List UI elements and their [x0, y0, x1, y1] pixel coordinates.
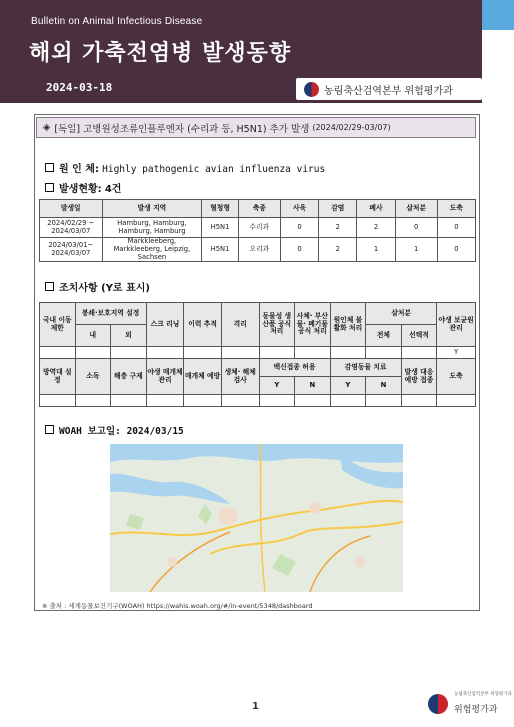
taegeuk-icon — [428, 694, 448, 714]
table-cell — [295, 395, 331, 407]
carcass-header: 사체· 부산물· 폐기물 공식 처리 — [295, 303, 331, 347]
table-cell — [366, 347, 402, 359]
table-cell — [146, 395, 184, 407]
measures-title: 조치사항 (Y로 표시) — [59, 283, 150, 294]
issue-date: 2024-03-18 — [46, 81, 113, 94]
table-cell — [401, 347, 437, 359]
vaccination-n-header: N — [295, 377, 331, 395]
table-cell — [40, 395, 76, 407]
bullet-icon: ◈ — [43, 122, 51, 133]
culling-selective-header: 선택적 — [401, 325, 437, 347]
status-line — [45, 180, 121, 195]
page-title: 해외 가축전염병 발생동향 — [29, 41, 292, 66]
measures-heading — [45, 279, 150, 294]
col-header: 축종 — [238, 200, 280, 218]
live-testing-header: 생체· 해체 검사 — [221, 359, 259, 395]
screening-header: 스크 리닝 — [146, 303, 184, 347]
slaughter-header: 도축 — [437, 359, 476, 395]
checkbox-icon — [45, 183, 54, 192]
culling-all-header: 전체 — [366, 325, 402, 347]
table-cell — [330, 347, 366, 359]
table-cell — [366, 395, 402, 407]
woah-line — [45, 423, 184, 437]
table-cell: Markkleeberg, Markkleeberg, Leipzig, Sachsen — [102, 238, 202, 262]
table-cell: 2 — [357, 218, 395, 238]
pathogen-line — [45, 160, 325, 175]
header-accent-bar — [482, 0, 514, 30]
disinfection-header: 소독 — [75, 359, 111, 395]
org-name: 농림축산검역본부 위험평가과 — [324, 85, 453, 97]
table-row — [40, 218, 476, 238]
isolation-header: 격리 — [221, 303, 259, 347]
table-cell: 1 — [357, 238, 395, 262]
pest-control-header: 해충 구제 — [111, 359, 147, 395]
table-cell: 0 — [280, 238, 318, 262]
table-cell — [259, 395, 295, 407]
table-cell: 0 — [437, 218, 475, 238]
outbreak-map-image — [110, 444, 403, 592]
footer-logo — [428, 690, 512, 720]
wildlife-value: Y — [437, 347, 476, 359]
table-cell — [221, 395, 259, 407]
table-cell: 2024/03/01~ 2024/03/07 — [40, 238, 103, 262]
bulletin-label: Bulletin on Animal Infectious Disease — [31, 16, 203, 27]
outbreak-prevention-header: 발생 대응 예방 접종 — [401, 359, 437, 395]
inactivation-header: 원인체 불활화 처리 — [330, 303, 366, 347]
quarantine-zone-header: 방역대 설정 — [40, 359, 76, 395]
table-cell: 0 — [280, 218, 318, 238]
org-logo — [296, 78, 482, 100]
col-header: 사육 — [280, 200, 318, 218]
table-cell: H5N1 — [202, 238, 239, 262]
wild-vector-header: 야생 매개체 관리 — [146, 359, 184, 395]
table-cell: 오리과 — [238, 238, 280, 262]
table-cell: 2024/02/29 ~ 2024/03/07 — [40, 218, 103, 238]
pathogen-label: 원 인 체: — [59, 164, 99, 175]
woah-label: WOAH 보고일: 2024/03/15 — [59, 426, 184, 437]
footer-org-name: 위험평가과 — [454, 705, 498, 715]
footer-org-small: 농림축산검역본부 위험평가과 — [454, 692, 512, 697]
table-cell: 0 — [437, 238, 475, 262]
table-cell — [401, 395, 437, 407]
table-cell — [330, 395, 366, 407]
table-cell: 1 — [395, 238, 437, 262]
domestic-restriction-header: 국내 이동 제한 — [40, 303, 76, 347]
report-title-bar — [36, 117, 476, 138]
table-cell: 2 — [319, 218, 357, 238]
treatment-header: 감염동물 치료 — [330, 359, 401, 377]
culling-header: 살처분 — [366, 303, 437, 325]
table-cell: Hamburg, Hamburg, Hamburg, Hamburg — [102, 218, 202, 238]
header-accent-gap — [482, 30, 514, 103]
checkbox-icon — [45, 163, 54, 172]
status-value: 4건 — [104, 184, 122, 195]
zone-in-header: 내 — [75, 325, 111, 347]
table-cell: 2 — [319, 238, 357, 262]
zone-out-header: 외 — [111, 325, 147, 347]
table-cell: 0 — [395, 218, 437, 238]
zone-header: 봉쇄·보호지역 설정 — [75, 303, 146, 325]
table-cell: H5N1 — [202, 218, 239, 238]
tracing-header: 이력 추적 — [184, 303, 222, 347]
table-cell — [40, 347, 76, 359]
checkbox-icon — [45, 425, 54, 434]
outbreak-table — [39, 199, 476, 262]
table-cell — [75, 395, 111, 407]
table-cell — [75, 347, 111, 359]
table-cell — [259, 347, 295, 359]
page-number: 1 — [252, 701, 259, 712]
table-cell — [146, 347, 184, 359]
report-period: (2024/02/29-03/07) — [312, 123, 391, 132]
measures-values-row-2 — [40, 395, 476, 407]
table-cell — [184, 347, 222, 359]
pathogen-value: Highly pathogenic avian influenza virus — [102, 164, 326, 175]
measures-values-row — [40, 347, 476, 359]
col-header: 발생 지역 — [102, 200, 202, 218]
measures-header-row-2 — [40, 359, 476, 377]
status-label: 발생현황: — [59, 184, 102, 195]
measures-header-row — [40, 303, 476, 325]
animal-products-header: 동물성 생산품 공식 처리 — [259, 303, 295, 347]
col-header: 살처분 — [395, 200, 437, 218]
taegeuk-icon — [304, 82, 319, 97]
vector-prevention-header: 매개체 예방 — [184, 359, 222, 395]
report-title: [독일] 고병원성조류인플루엔자 (수리과 등, H5N1) 추가 발생 — [54, 123, 310, 135]
wildlife-header: 야생 보균원 관리 — [437, 303, 476, 347]
table-cell — [221, 347, 259, 359]
measures-table — [39, 302, 476, 407]
treatment-n-header: N — [366, 377, 402, 395]
map-graphic — [110, 444, 403, 592]
treatment-y-header: Y — [330, 377, 366, 395]
source-note: ※ 출처 : 세계동물보건기구(WOAH) https://wahis.woah.org/#/in-event/5348/dashboard — [42, 602, 313, 610]
table-row — [40, 238, 476, 262]
col-header: 감염 — [319, 200, 357, 218]
table-cell — [111, 347, 147, 359]
table-cell — [437, 395, 476, 407]
vaccination-y-header: Y — [259, 377, 295, 395]
vaccination-header: 백신접종 허용 — [259, 359, 330, 377]
table-header-row — [40, 200, 476, 218]
table-cell — [111, 395, 147, 407]
col-header: 폐사 — [357, 200, 395, 218]
table-cell — [295, 347, 331, 359]
col-header: 혈청형 — [202, 200, 239, 218]
table-cell: 수리과 — [238, 218, 280, 238]
checkbox-icon — [45, 282, 54, 291]
col-header: 도축 — [437, 200, 475, 218]
col-header: 발생일 — [40, 200, 103, 218]
table-cell — [184, 395, 222, 407]
